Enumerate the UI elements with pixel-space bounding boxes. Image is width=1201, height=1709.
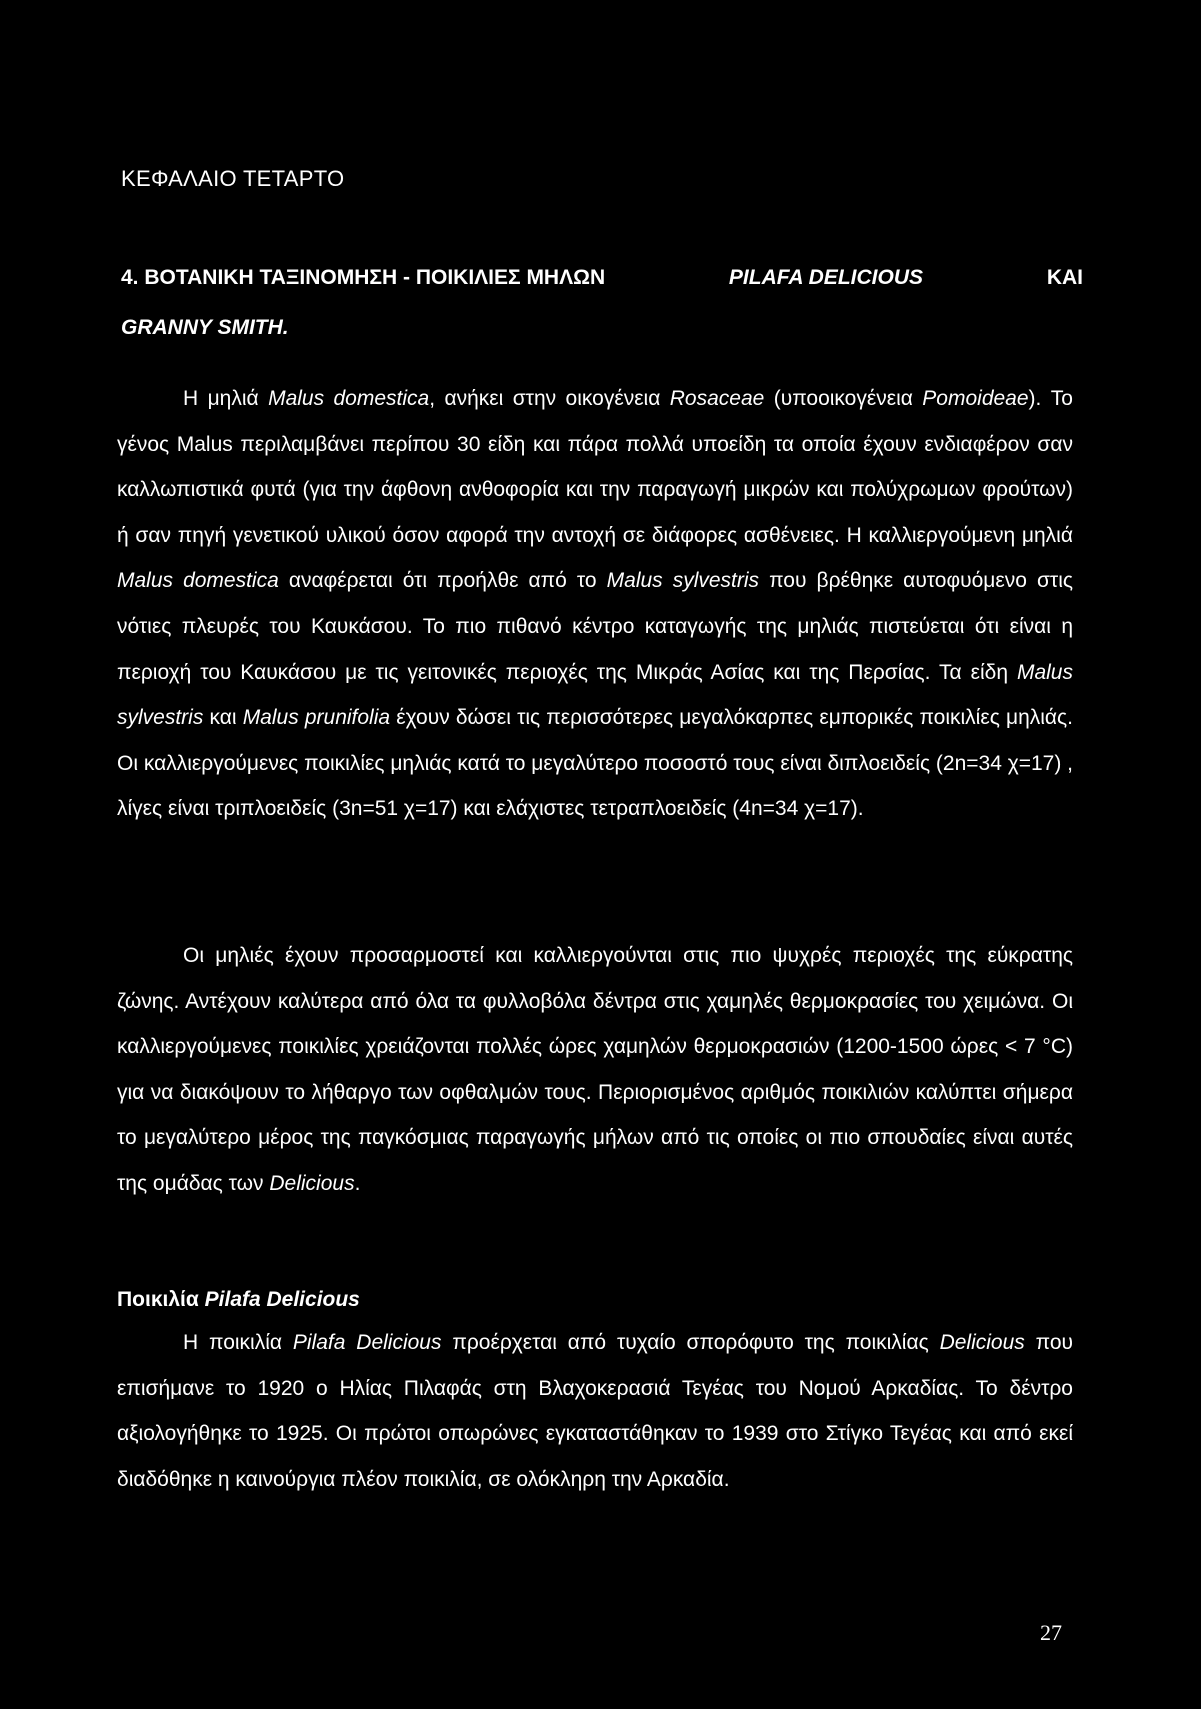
page-number: 27 — [1040, 1620, 1062, 1645]
section-heading-line-1 — [121, 253, 1083, 303]
species-name: Malus sylvestris — [117, 660, 1073, 730]
text-run: προέρχεται από τυχαίο σπορόφυτο της ποικιλίας — [441, 1331, 940, 1354]
variety-name: Pilafa Delicious — [292, 1331, 442, 1354]
subfamily-name: Pomoideae — [922, 387, 1029, 410]
species-name: Malus domestica — [117, 569, 279, 593]
variety-name: Delicious — [939, 1331, 1025, 1354]
text-run: αναφέρεται ότι προήλθε από το — [278, 569, 607, 593]
text-run: και — [203, 706, 243, 730]
heading-conjunction: ΚΑΙ — [1046, 266, 1083, 289]
paragraph-3 — [117, 1320, 1073, 1502]
heading-variety-1: PILAFA DELICIOUS — [728, 266, 923, 289]
family-name: Rosaceae — [669, 387, 765, 410]
section-heading — [121, 253, 1083, 353]
text-run: Η ποικιλία — [183, 1331, 293, 1354]
chapter-title: ΚΕΦΑΛΑΙΟ ΤΕΤΑΡΤΟ — [121, 166, 345, 191]
text-run: Η μηλιά — [183, 387, 269, 410]
paragraph-2 — [117, 933, 1073, 1207]
subheading-variety: Pilafa Delicious — [204, 1288, 360, 1311]
text-run: , ανήκει στην οικογένεια — [429, 387, 670, 410]
species-name: Malus prunifolia — [242, 706, 391, 730]
text-run: ). Το γένος Malus περιλαμβάνει περίπου 30 είδη και πάρα πολλά υποείδη τα οποία έχουν ενδιαφέρον σαν καλλωπιστικά φυτά (για την άφθονη ανθοφορία και την παραγωγή μικρών και πολύχρωμων φρούτων) ή σαν πηγή γενετικού υλικού όσον αφορά την αντοχή σε διάφορες ασθένειες. Η καλλιεργούμενη μηλιά — [117, 387, 1073, 547]
heading-variety-2: GRANNY SMITH. — [121, 316, 289, 339]
subheading-label: Ποικιλία — [117, 1288, 205, 1311]
species-name: Malus domestica — [268, 387, 430, 410]
text-run: Οι μηλιές έχουν προσαρμοστεί και καλλιεργούνται στις πιο ψυχρές περιοχές της εύκρατης ζώνης. Αντέχουν καλύτερα από όλα τα φυλλοβόλα δέντρα στις χαμηλές θερμοκρασίες του χειμώνα. Οι καλλιεργούμενες ποικιλίες χρειάζονται πολλές ώρες χαμηλών θερμοκρασιών (1200-1500 ώρες < 7 °C) για να διακόψουν το λήθαργο των οφθαλμών τους. Περιορισμένος αριθμός ποικιλιών καλύπτει σήμερα το μεγαλύτερο μέρος της παγκόσμιας παραγωγής μήλων από τις οποίες οι πιο σπουδαίες είναι αυτές της ομάδας των — [117, 944, 1073, 1195]
text-run: έχουν δώσει τις περισσότερες μεγαλόκαρπες εμπορικές ποικιλίες μηλιάς. Οι καλλιεργούμενες ποικιλίες μηλιάς κατά το μεγαλύτερο ποσοστό τους είναι διπλοειδείς (2n=34 χ=17) , λίγες είναι τριπλοειδείς (3n=51 χ=17) και ελάχιστες τετραπλοειδείς (4n=34 χ=17). — [117, 706, 1074, 821]
text-run: (υποοικογένεια — [764, 387, 923, 410]
text-run: . — [354, 1171, 361, 1195]
text-run: που επισήμανε το 1920 ο Ηλίας Πιλαφάς στη Βλαχοκερασιά Τεγέας του Νομού Αρκαδίας. Το δέντρο αξιολογήθηκε το 1925. Οι πρώτοι οπωρώνες εγκαταστάθηκαν το 1939 στο Στίγκο Τεγέας και από εκεί διαδόθηκε η καινούργια πλέον ποικιλία, σε ολόκληρη την Αρκαδία. — [117, 1331, 1073, 1491]
subheading-pilafa — [117, 1288, 360, 1312]
heading-text: 4. ΒΟΤΑΝΙΚΗ ΤΑΞΙΝΟΜΗΣΗ - ΠΟΙΚΙΛΙΕΣ ΜΗΛΩΝ — [121, 266, 606, 289]
text-run: που βρέθηκε αυτοφυόμενο στις νότιες πλευρές του Καυκάσου. Το πιο πιθανό κέντρο καταγωγής της μηλιάς πιστεύεται ότι είναι η περιοχή του Καυκάσου με τις γειτονικές περιοχές της Μικράς Ασίας και της Περσίας. Τα είδη — [117, 569, 1073, 684]
paragraph-1 — [117, 376, 1073, 832]
species-name: Malus sylvestris — [606, 569, 760, 593]
section-heading-line-2 — [121, 303, 1083, 353]
variety-name: Delicious — [269, 1171, 355, 1195]
